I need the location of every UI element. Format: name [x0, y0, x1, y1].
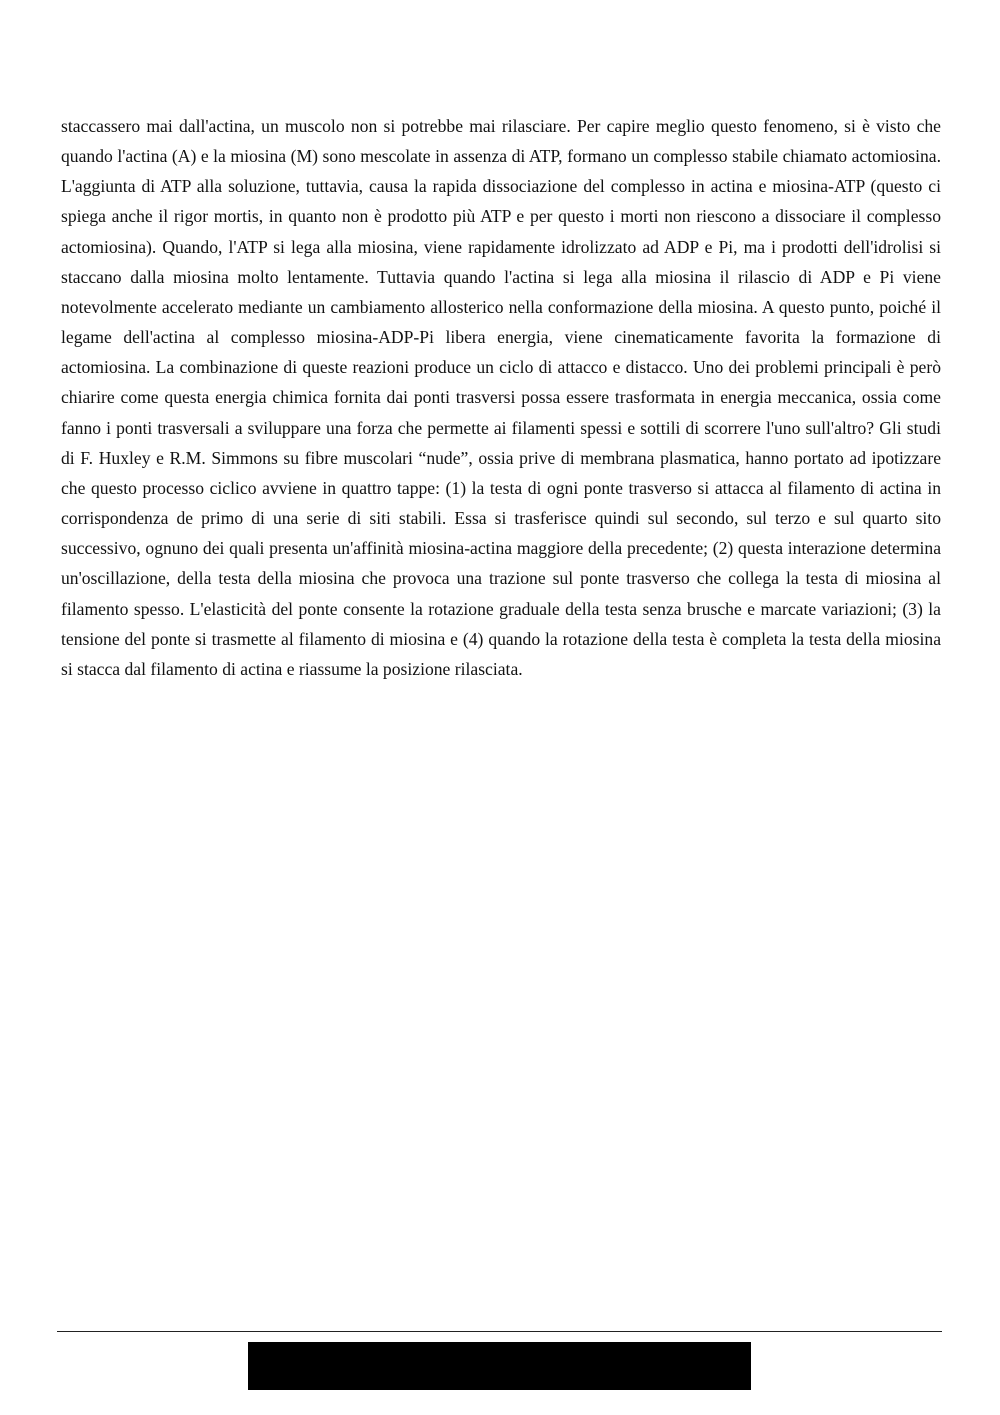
- body-paragraph: staccassero mai dall'actina, un muscolo non si potrebbe mai rilasciare. Per capire meglio questo fenomeno, si è visto che quando l'actina (A) e la miosina (M) sono mescolate in assenza di ATP, formano un complesso stabile chiamato actomiosina. L'aggiunta di ATP alla soluzione, tuttavia, causa la rapida dissociazione del complesso in actina e miosina-ATP (questo ci spiega anche il rigor mortis, in quanto non è prodotto più ATP e per questo i morti non riescono a dissociare il complesso actomiosina). Quando, l'ATP si lega alla miosina, viene rapidamente idrolizzato ad ADP e Pi, ma i prodotti dell'idrolisi si staccano dalla miosina molto lentamente. Tuttavia quando l'actina si lega alla miosina il rilascio di ADP e Pi viene notevolmente accelerato mediante un cambiamento allosterico nella conformazione della miosina. A questo punto, poiché il legame dell'actina al complesso miosina-ADP-Pi libera energia, viene cinematicamente favorita la formazione di actomiosina. La combinazione di queste reazioni produce un ciclo di attacco e distacco. Uno dei problemi principali è però chiarire come questa energia chimica fornita dai ponti trasversi possa essere trasformata in energia meccanica, ossia come fanno i ponti trasversali a sviluppare una forza che permette ai filamenti spessi e sottili di scorrere l'uno sull'altro? Gli studi di F. Huxley e R.M. Simmons su fibre muscolari “nude”, ossia prive di membrana plasmatica, hanno portato ad ipotizzare che questo processo ciclico avviene in quattro tappe: (1) la testa di ogni ponte trasverso si attacca al filamento di actina in corrispondenza de primo di una serie di siti stabili. Essa si trasferisce quindi sul secondo, sul terzo e sul quarto sito successivo, ognuno dei quali presenta un'affinità miosina-actina maggiore della precedente; (2) questa interazione determina un'oscillazione, della testa della miosina che provoca una trazione sul ponte trasverso che collega la testa di miosina al filamento spesso. L'elasticità del ponte consente la rotazione graduale della testa senza brusche e marcate variazioni; (3) la tensione del ponte si trasmette al filamento di miosina e (4) quando la rotazione della testa è completa la testa della miosina si stacca dal filamento di actina e riassume la posizione rilasciata.: [61, 116, 941, 679]
- footer-redaction-block: [248, 1342, 751, 1390]
- footer-divider: [57, 1331, 942, 1332]
